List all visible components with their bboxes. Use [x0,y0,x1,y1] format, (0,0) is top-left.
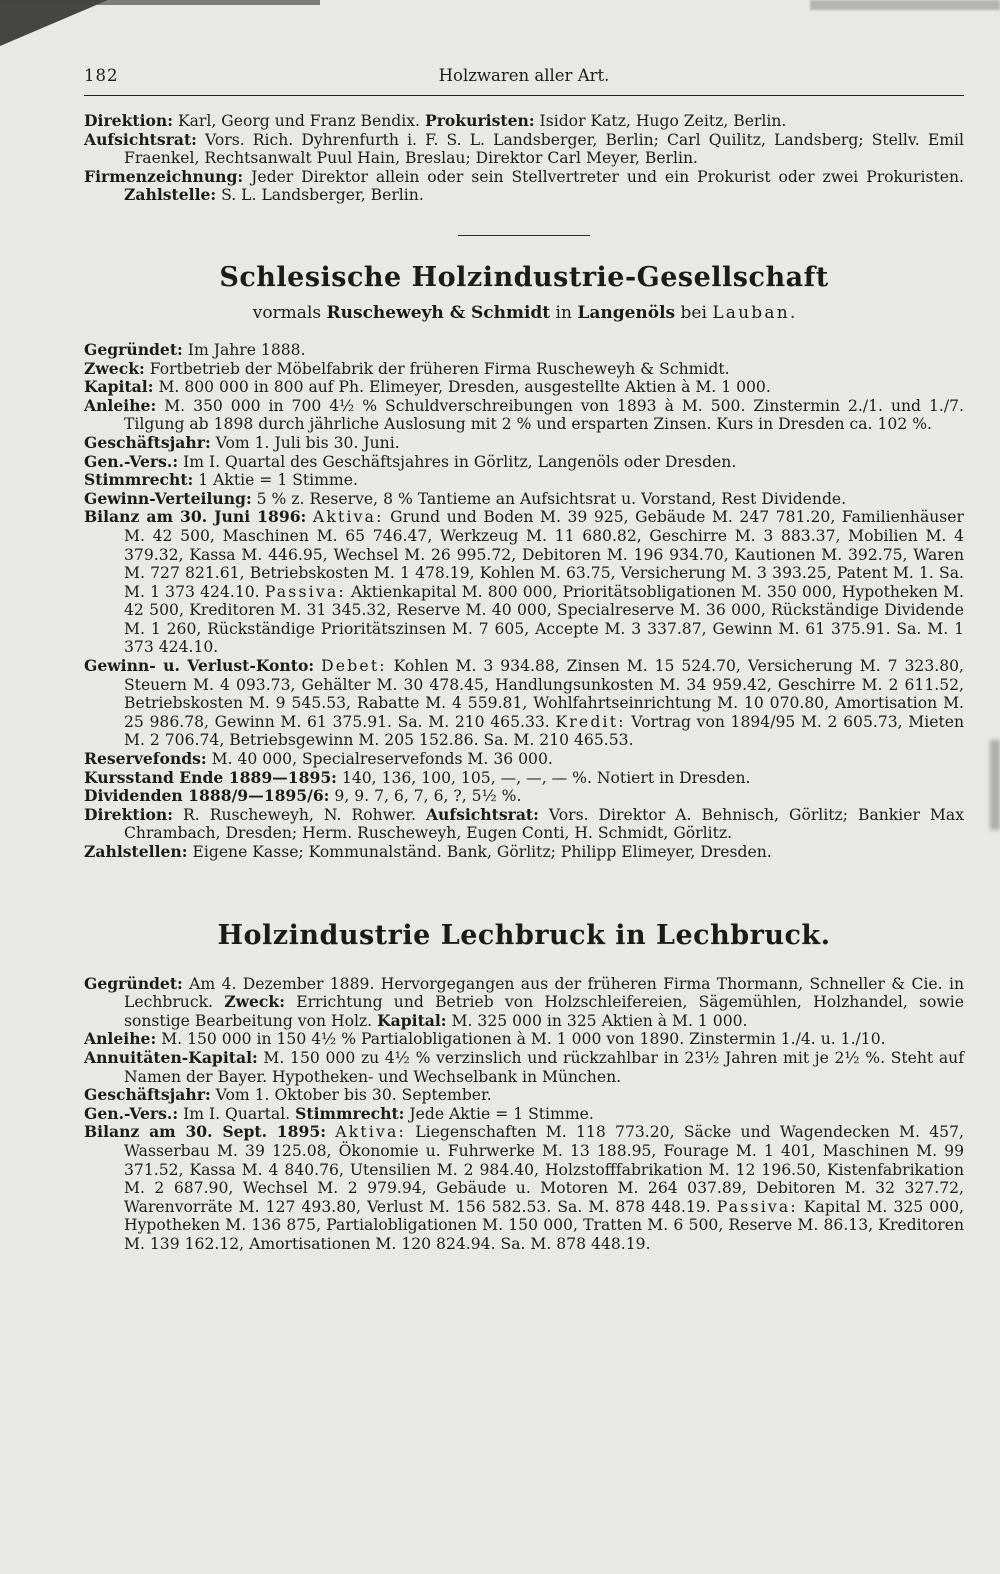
entry-text: 1 Aktie = 1 Stimme. [193,471,358,490]
entry-label: Langenöls [577,302,676,323]
entry-label: Zahlstelle: [124,185,217,205]
entry-emphasis: Passiva: [264,582,346,601]
entry-label: Bilanz am 30. Juni 1896: [84,507,307,527]
entry-paragraph [84,769,964,788]
page-number: 182 [84,66,119,85]
entry-label: Direktion: [84,804,174,824]
entry-text: Jede Aktie = 1 Stimme. [404,1104,594,1123]
entry-emphasis: Kredit: [555,712,626,731]
entry-paragraph [84,471,964,490]
entry-paragraphs [84,975,964,1254]
entry-text: Jeder Direktor allein oder sein Stellvertreter und ein Prokurist oder zwei Prokuristen. [243,167,964,186]
entry-label: Gewinn-Verteilung: [84,488,252,508]
entry-label: Prokuristen: [424,111,535,130]
company-subtitle [84,303,964,323]
scan-artifact-right-edge [990,740,1000,830]
entry-paragraph [84,112,964,131]
entry-paragraphs [84,341,964,862]
entry-label: Aufsichtsrat: [84,129,197,149]
entry-label: Zahlstellen: [84,842,188,861]
entry-text: 140, 136, 100, 105, —, —, — %. Notiert in Dresden. [336,768,751,787]
entry-paragraph [84,843,964,862]
entry-text: Vors. Rich. Dyhrenfurth i. F. S. L. Landsberger, Berlin; Carl Quilitz, Landsberg; Stellv. Emil Fraenkel, Rechtsanwalt Puul Hain, Breslau; Direktor Carl Meyer, Berlin. [124,130,964,168]
entry-paragraph [84,657,964,750]
entry-label: Reservefonds: [84,749,207,769]
entry-label: Aufsichtsrat: [425,804,539,824]
entry-label: Geschäftsjahr: [84,432,211,452]
entry-label: Stimmrecht: [295,1103,405,1123]
entry-text: Errichtung und Betrieb von Holzschleifereien, Sägemühlen, Holzhandel, sowie sonstige Bearbeitung von Holz. [124,993,964,1030]
entry-paragraph [84,168,964,205]
entry-text: Aktienkapital M. 800 000, Prioritätsobligationen M. 350 000, Hypotheken M. 42 500, Kreditoren M. 31 345.32, Reserve M. 40 000, Specialreserve M. 36 000, Rückständige Dividende M. 1 260, Rückständige Prioritätszinsen M. 7 605, Accepte M. 3 337.87, Gewinn M. 61 375.91. Sa. M. 1 373 424.10. [124,582,964,657]
company-title: Holzindustrie Lechbruck in Lechbruck. [217,919,831,951]
header-rule [84,95,964,96]
entry-label: Zweck: [224,992,285,1012]
entry-emphasis: Aktiva: [335,1123,406,1142]
entry-paragraph [84,508,964,657]
entry-text: Im I. Quartal des Geschäftsjahres in Görlitz, Langenöls oder Dresden. [178,452,737,471]
entry-paragraphs [84,112,964,205]
entry-emphasis: Debet: [321,657,387,676]
entry-paragraph [84,750,964,769]
entry-paragraph [84,1105,964,1124]
entry-label: Kursstand Ende 1889—1895: [84,767,337,787]
entry-label: Anleihe: [84,1029,157,1049]
entry-label: Gewinn- u. Verlust-Konto: [84,656,315,676]
entry-paragraph [84,806,964,843]
entry-text: 5 % z. Reserve, 8 % Tantieme an Aufsichtsrat u. Vorstand, Rest Dividende. [251,489,847,508]
entry-text [326,1123,335,1141]
entry-label: Kapital: [84,377,154,397]
entry-paragraph [84,378,964,397]
entry-paragraph [84,341,964,360]
entry-paragraph [84,434,964,453]
company-entry-schlesische-holzindustrie [84,262,964,862]
entry-text: in [550,302,578,323]
entry-text: Liegenschaften M. 118 773.20, Säcke und Wagendecken M. 457, Wasserbau M. 39 125.08, Ökonomie u. Fuhrwerke M. 13 188.95, Fourage M. 1 401, Maschinen M. 99 371.52, Kassa M. 4 840.76, Utensilien M. 2 984.40, Holzstofffabrikation M. 12 196.50, Kistenfabrikation M. 2 687.90, Wechsel M. 2 979.94, Gebäude u. Motoren M. 264 037.89, Debitoren M. 32 327.72, Warenvorräte M. 127 493.80, Verlust M. 156 582.53. Sa. M. 878 448.19. [124,1123,964,1216]
entry-text: Grund und Boden M. 39 925, Gebäude M. 247 781.20, Familienhäuser M. 42 500, Maschinen M. 65 746.47, Werkzeug M. 11 680.82, Geschirre M. 3 883.37, Mobilien M. 4 379.32, Kassa M. 446.95, Wechsel M. 26 995.72, Debitoren M. 196 934.70, Kautionen M. 392.75, Waren M. 727 821.61, Betriebskosten M. 1 478.19, Kohlen M. 63.75, Versicherung M. 3 393.25, Patent M. 1. Sa. M. 1 373 424.10. [124,508,964,601]
entry-label: Bilanz am 30. Sept. 1895: [84,1122,326,1142]
entry-text: M. 350 000 in 700 4½ % Schuldverschreibungen von 1893 à M. 500. Zinstermin 2./1. und 1./7. Tilgung ab 1898 durch jährliche Auslosung mit 2 % und ersparten Zinsen. Kurs in Dresden ca. 102 %. [124,396,964,434]
entry-label: Direktion: [84,111,174,130]
entry-label: Gegründet: [84,339,183,359]
entry-text: Vom 1. Juli bis 30. Juni. [210,433,400,452]
entry-text: Im Jahre 1888. [182,340,306,359]
entry-label: Anleihe: [84,395,157,415]
entry-emphasis: Passiva: [716,1197,798,1216]
entry-text: M. 800 000 in 800 auf Ph. Elimeyer, Dresden, ausgestellte Aktien à M. 1 000. [153,378,771,397]
entry-label: Geschäftsjahr: [84,1085,211,1105]
entry-paragraph [84,490,964,509]
running-header-title: Holzwaren aller Art. [438,66,610,85]
entry-text: Kohlen M. 3 934.88, Zinsen M. 15 524.70, Versicherung M. 7 323.80, Steuern M. 4 093.73, Gehälter M. 30 478.45, Handlungsunkosten M. 34 959.42, Geschirre M. 2 611.52, Betriebskosten M. 9 545.53, Rabatte M. 4 559.81, Wohlfahrtseinrichtung M. 10 070.80, Amortisation M. 25 986.78, Gewinn M. 61 375.91. Sa. M. 210 465.33. [124,657,964,731]
page-content [84,66,964,1254]
scan-artifact-top-edge [0,0,320,5]
running-header [84,66,964,88]
section-divider [458,235,590,236]
entry-label: Zweck: [84,358,145,378]
entry-text: Isidor Katz, Hugo Zeitz, Berlin. [534,112,787,130]
entry-text: Fortbetrieb der Möbelfabrik der früheren Firma Ruscheweyh & Schmidt. [144,359,730,378]
entry-paragraph [84,453,964,472]
entry-text: . [789,302,796,323]
entry-paragraph [84,1123,964,1253]
entry-text: Am 4. Dezember 1889. Hervorgegangen aus der früheren Firma Thormann, Schneller & Cie. in Lechbruck. [124,974,964,1012]
entry-text: M. 40 000, Specialreservefonds M. 36 000. [206,750,553,769]
entry-paragraph [84,360,964,379]
entry-text: Eigene Kasse; Kommunalständ. Bank, Görlitz; Philipp Elimeyer, Dresden. [187,843,772,861]
entry-label: Gen.-Vers.: [84,451,179,471]
entry-text: bei [675,302,713,323]
entry-text: Vom 1. Oktober bis 30. September. [210,1086,492,1105]
company-title: Schlesische Holzindustrie-Gesellschaft [219,261,829,293]
entry-text: Karl, Georg und Franz Bendix. [173,112,425,130]
entry-paragraph [84,975,964,1031]
entry-label: Firmenzeichnung: [84,166,244,186]
entry-label: Stimmrecht: [84,470,194,490]
entry-emphasis: Aktiva: [312,508,384,527]
entry-paragraph [84,397,964,434]
entry-label: Dividenden 1888/9—1895/6: [84,786,330,806]
entry-text: M. 325 000 in 325 Aktien à M. 1 000. [446,1011,748,1030]
previous-entry-continuation [84,112,964,205]
entry-text: M. 150 000 zu 4½ % verzinslich und rückzahlbar in 23½ Jahren mit je 2½ %. Steht auf Namen der Bayer. Hypotheken- und Wechselbank in München. [124,1048,964,1086]
entry-paragraph [84,787,964,806]
entry-text: R. Ruscheweyh, N. Rohwer. [173,805,426,824]
entry-text: Vors. Direktor A. Behnisch, Görlitz; Bankier Max Chrambach, Dresden; Herm. Ruscheweyh, Eugen Conti, H. Schmidt, Görlitz. [124,805,964,843]
entry-paragraph [84,131,964,168]
entry-text: M. 150 000 in 150 4½ % Partialobligationen à M. 1 000 von 1890. Zinstermin 1./4. u. 1./10. [156,1030,886,1049]
entry-label: Gegründet: [84,973,183,993]
scan-artifact-top-left-corner [0,0,108,46]
entry-text: vormals [252,302,327,323]
entry-text: Im I. Quartal. [178,1104,296,1123]
entry-label: Ruscheweyh & Schmidt [326,302,551,323]
entry-label: Annuitäten-Kapital: [84,1047,258,1067]
entry-label: Gen.-Vers.: [84,1103,179,1123]
entry-text: 9, 9. 7, 6, 7, 6, ?, 5½ %. [329,787,522,806]
entry-label: Kapital: [377,1010,447,1030]
entry-text: Vortrag von 1894/95 M. 2 605.73, Mieten M. 2 706.74, Betriebsgewinn M. 205 152.86. Sa. M. 210 465.53. [124,712,964,750]
entry-emphasis: Lauban [712,302,790,323]
company-entry-holzindustrie-lechbruck [84,920,964,1254]
scan-artifact-top-right [810,0,1000,10]
entry-paragraph [84,1049,964,1086]
entry-text: S. L. Landsberger, Berlin. [216,186,424,205]
entry-paragraph [84,1030,964,1049]
entry-text: Kapital M. 325 000, Hypotheken M. 136 875, Partialobligationen M. 150 000, Tratten M. 6 500, Reserve M. 86.13, Kreditoren M. 139 162.12, Amortisationen M. 120 824.94. Sa. M. 878 448.19. [124,1197,964,1253]
entry-paragraph [84,1086,964,1105]
